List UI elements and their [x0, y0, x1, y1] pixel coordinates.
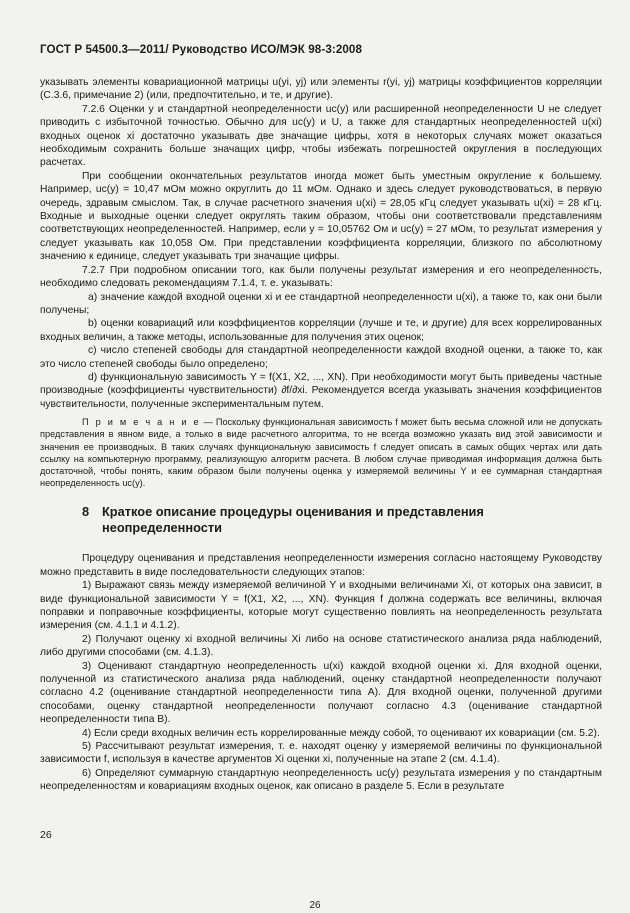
- step-item: 4) Если среди входных величин есть коррелированные между собой, то оценивают их ковариации (см. 5.2).: [82, 727, 600, 739]
- list-item: d) функциональную зависимость Y = f(X1, X2, ..., XN). При необходимости могут быть приведены частные производные (коэффициенты чувствительности) ∂f/∂xi. Рекомендуется всегда указывать значения коэффициентов чувствительности, полученные экспериментальным путем.: [40, 371, 602, 410]
- section-heading: [40, 504, 602, 536]
- paragraph: При сообщении окончательных результатов иногда может быть уместным округление к большему. Например, uc(y) = 10,47 мОм можно округлить до 11 мОм. Однако и здесь следует руководствоваться, в первую очередь, здравым смыслом. Так, в случае расчетного значения u(xi) = 28,05 кГц следует указывать u(xi) = 28 кГц. Входные и выходные оценки следует округлять таким образом, чтобы они соответствовали представлениям соответствующих неопределенностей. Например, если y = 10,05762 Ом и uc(y) = 27 мОм, то результат измерения y следует указывать как 10,058 Ом. При представлении коэффициента корреляции, близкого по абсолютному значению к единице, следует указывать три значащие цифры.: [40, 170, 602, 263]
- note-label: П р и м е ч а н и е: [82, 417, 201, 428]
- paragraph: 7.2.6 Оценки y и стандартной неопределенности uc(y) или расширенной неопределенности U не следует приводить с избыточной точностью. Обычно для uc(y) и U, а также для стандартных неопределенностей u(xi) входных оценок xi достаточно указывать две значащие цифры, хотя в некоторых случаях может оказаться необходимым сохранить больше значащих цифр, чтобы избежать погрешностей округления в последующих расчетах.: [40, 103, 602, 169]
- step-item: 5) Рассчитывают результат измерения, т. е. находят оценку y измеряемой величины по функциональной зависимости f, используя в качестве аргументов Xi оценки xi, полученные на этапе 2 (см. 4.1.4).: [40, 741, 602, 766]
- note-text: — Поскольку функциональная зависимость f может быть весьма сложной или не допускать представления в явном виде, а только в виде расчетного алгоритма, то не всегда возможно указать вид этой зависимости и значения ее производных. В таких случаях функциональную зависимость f следует описать в самых общих чертах или дать ссылку на компьютерную программу, реализующую алгоритм расчета. В любом случае приводимая информация должна быть достаточной, чтобы понять, каким образом были получены оценка y измеряемой величины Y и ее суммарная стандартная неопределенность uc(y).: [40, 417, 602, 489]
- list-item: c) число степеней свободы для стандартной неопределенности каждой входной оценки, а также то, как это число степеней свободы было определено;: [40, 345, 602, 370]
- section-number: 8: [82, 504, 90, 520]
- list-item: b) оценки ковариаций или коэффициентов корреляции (лучше и те, и другие) для всех коррелированных входных величин, а также методы, использованные для получения этих оценок;: [40, 318, 602, 343]
- paragraph: Процедуру оценивания и представления неопределенности измерения согласно настоящему Руководству можно представить в виде последовательности следующих этапов:: [40, 553, 602, 578]
- note: [40, 416, 602, 489]
- list-item: a) значение каждой входной оценки xi и ее стандартной неопределенности u(xi), а также то, как они были получены;: [40, 291, 602, 316]
- step-item: 1) Выражают связь между измеряемой величиной Y и входными величинами Xi, от которых она зависит, в виде функциональной зависимости Y = f(X1, X2, ..., XN). Функция f должна содержать все величины, включая поправки и поправочные коэффициенты, которые могут существенно повлиять на неопределенность результата измерения (см. 4.1.1 и 4.1.2).: [40, 580, 602, 632]
- document-body: [40, 76, 602, 794]
- paragraph: 7.2.7 При подробном описании того, как были получены результат измерения и его неопределенность, необходимо следовать рекомендациям 7.1.4, т. е. указывать:: [40, 264, 602, 290]
- page-number: 26: [40, 829, 52, 841]
- section-title: Краткое описание процедуры оценивания и представления неопределенности: [102, 504, 484, 536]
- paragraph: указывать элементы ковариационной матрицы u(yi, yj) или элементы r(yi, yj) матрицы коэффициентов корреляции (С.3.6, примечание 2) (или, предпочтительно, и те, и другие).: [40, 77, 602, 102]
- document-header: ГОСТ Р 54500.3—2011/ Руководство ИСО/МЭК 98-3:2008: [40, 43, 363, 56]
- footer-page-number: 26: [309, 900, 321, 911]
- step-item: 2) Получают оценку xi входной величины Xi либо на основе статистического анализа ряда наблюдений, либо другими способами (см. 4.1.3).: [40, 633, 602, 659]
- step-item: 6) Определяют суммарную стандартную неопределенность uc(y) результата измерения y по стандартным неопределенностям и ковариациям входных оценок, как описано в разделе 5. Если в результате: [40, 767, 602, 793]
- step-item: 3) Оценивают стандартную неопределенность u(xi) каждой входной оценки xi. Для входной оценки, полученной из статистического анализа ряда наблюдений, оценку стандартной неопределенности получают согласно 4.2 (оценивание стандартной неопределенности типа А). Для входной оценки, полученной другими способами, оценку стандартной неопределенности получают согласно 4.3 (оценивание стандартной неопределенности типа В).: [40, 660, 602, 726]
